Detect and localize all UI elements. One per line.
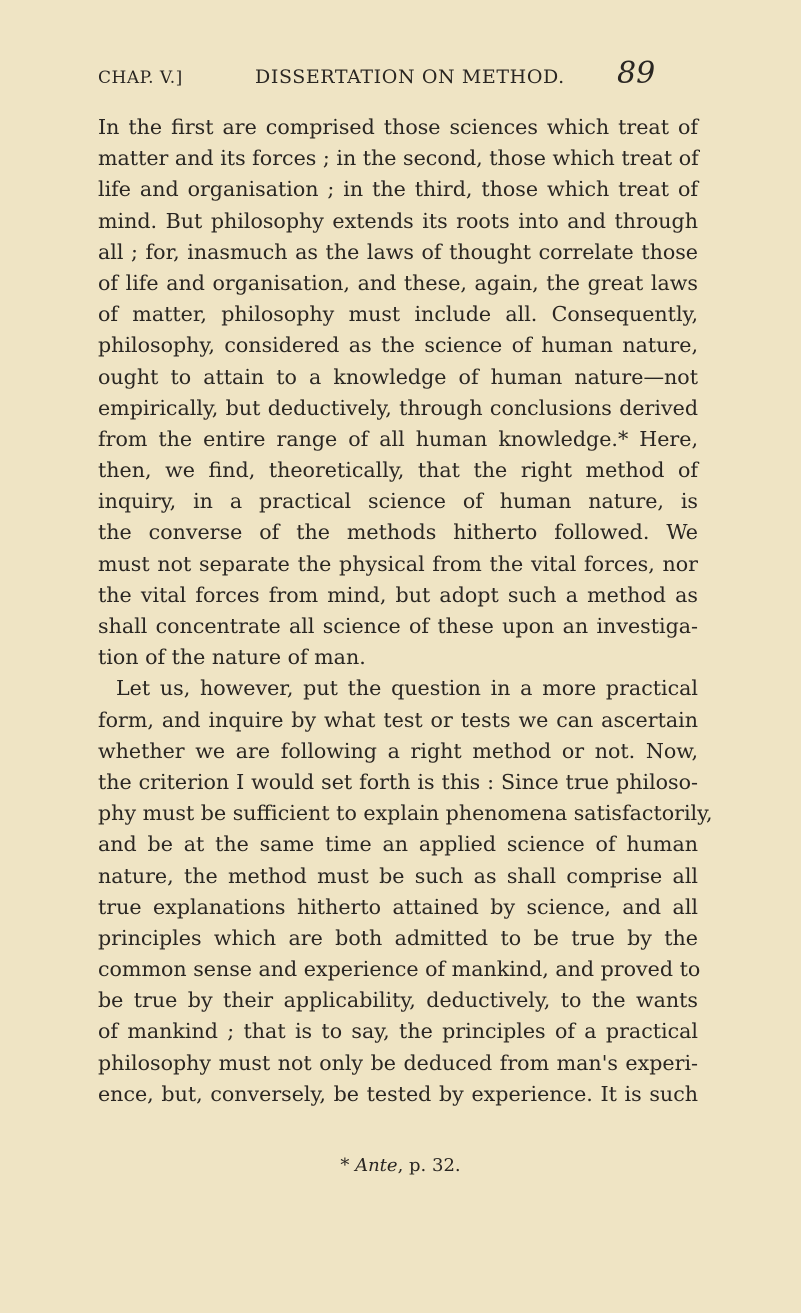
running-header [98, 56, 658, 102]
text-line: ence, but, conversely, be tested by experience. It is such [98, 1081, 698, 1106]
text-line: tion of the nature of man. [98, 645, 366, 670]
running-title: DISSERTATION ON METHOD. [255, 66, 565, 88]
text-line: inquiry, in a practical science of human nature, is [98, 489, 698, 514]
text-line: In the first are comprised those sciences which treat of [98, 115, 698, 139]
text-line: of life and organisation, and these, again, the great laws [98, 270, 698, 295]
text-line: must not separate the physical from the vital forces, nor [98, 551, 698, 576]
text-line: be true by their applicability, deductively, to the wants [98, 988, 698, 1013]
text-line: nature, the method must be such as shall comprise all [98, 863, 698, 888]
text-line: life and organisation ; in the third, those which treat of [98, 177, 698, 202]
text-line: shall concentrate all science of these upon an investiga- [98, 614, 698, 638]
text-line: true explanations hitherto attained by science, and all [98, 894, 698, 919]
text-line: empirically, but deductively, through conclusions derived [98, 395, 698, 420]
text-line: common sense and experience of mankind, and proved to [98, 957, 701, 982]
page-number: 89 [617, 56, 656, 91]
text-line: philosophy must not only be deduced from man's experi- [98, 1050, 698, 1075]
text-line: Let us, however, put the question in a more practical [116, 676, 698, 701]
text-line: principles which are both admitted to be true by the [98, 925, 698, 950]
text-line: ought to attain to a knowledge of human nature—not [98, 364, 698, 389]
text-line: of matter, philosophy must include all. Consequently, [98, 302, 698, 327]
text-line: the converse of the methods hitherto followed. We [98, 520, 698, 545]
text-line: of mankind ; that is to say, the principles of a practical [98, 1019, 698, 1044]
text-line: the criterion I would set forth is this : Since true philoso- [98, 769, 698, 794]
text-line: then, we find, theoretically, that the right method of [98, 458, 698, 483]
text-line: matter and its forces ; in the second, those which treat of [98, 146, 699, 171]
text-line: and be at the same time an applied science of human [98, 832, 698, 857]
footnote-page: , p. 32. [397, 1155, 461, 1176]
footnote-marker: * [340, 1155, 356, 1176]
text-line: the vital forces from mind, but adopt such a method as [98, 582, 698, 607]
footnote [0, 1155, 801, 1176]
text-line: phy must be sufficient to explain phenomena satisfactorily, [98, 801, 713, 826]
text-line: form, and inquire by what test or tests we can ascertain [98, 707, 698, 732]
chapter-label: CHAP. V.] [98, 68, 183, 88]
text-line: mind. But philosophy extends its roots into and through [98, 208, 698, 233]
text-line: all ; for, inasmuch as the laws of thought correlate those [98, 239, 698, 264]
text-line: philosophy, considered as the science of human nature, [98, 333, 698, 358]
footnote-reference: Ante [355, 1155, 398, 1176]
body-text [98, 112, 713, 1110]
text-line: whether we are following a right method or not. Now, [98, 738, 698, 763]
text-line: from the entire range of all human knowledge.* Here, [98, 426, 698, 451]
